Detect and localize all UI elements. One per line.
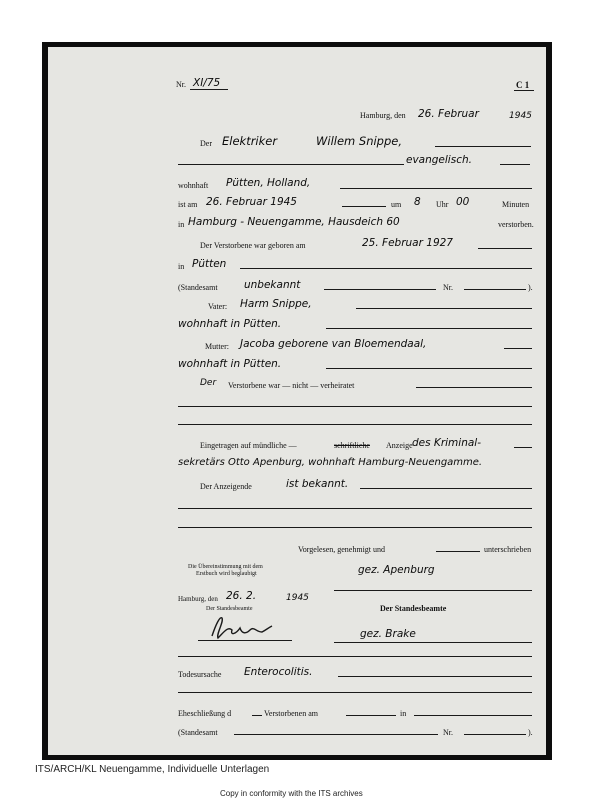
registry-line [324, 289, 436, 290]
cert-place: Hamburg, den [178, 595, 218, 603]
blank-line [178, 164, 404, 165]
applicant-signature: gez. Apenburg [358, 564, 435, 576]
cert-year: 1945 [286, 593, 309, 603]
occupation: Elektriker [222, 134, 278, 148]
marriage-registry-line [234, 734, 438, 735]
register-number: XI/75 [193, 77, 221, 89]
name-line [435, 146, 531, 147]
mother-res-line [326, 368, 532, 369]
father-res-line [326, 328, 532, 329]
code-underline [514, 90, 534, 91]
unterschrieben-label: unterschrieben [484, 545, 532, 554]
father-name: Harm Snippe, [240, 298, 312, 310]
archive-caption: ITS/ARCH/KL Neuengamme, Individuelle Unterlagen [35, 764, 270, 775]
birth-in-label: in [178, 262, 185, 271]
birth-nr-line [464, 289, 526, 290]
cause-of-death: Enterocolitis. [244, 666, 313, 678]
verstorben-label: verstorben. [498, 220, 534, 229]
religion-line [500, 164, 530, 165]
struck-option: schriftliche [334, 441, 370, 450]
marriage-standesamt-label: (Standesamt [178, 728, 218, 737]
anzeige-label: Anzeige [386, 441, 413, 450]
father-line [356, 308, 532, 309]
uhr-label: Uhr [436, 200, 449, 209]
mother-name: Jacoba geborene van Bloemendaal, [240, 338, 427, 350]
birth-prefix: Der Verstorbene war geboren am [200, 241, 306, 250]
official-line [334, 642, 532, 643]
der-label: Der [200, 139, 212, 148]
birth-close: ). [528, 283, 533, 292]
standesbeamte-small: Der Standesbeamte [206, 606, 253, 612]
marriage-close: ). [528, 728, 533, 737]
informant-title: des Kriminal- [412, 437, 481, 449]
death-hour: 8 [414, 196, 421, 208]
birth-place-line [240, 268, 532, 269]
birth-registry: unbekannt [244, 279, 301, 291]
nr-label: Nr. [176, 80, 186, 89]
religion: evangelisch. [406, 154, 472, 166]
mother-residence: wohnhaft in Pütten. [178, 358, 282, 370]
applicant-line [334, 590, 532, 591]
conformity-note-1: Die Übereinstimmung mit dem [188, 564, 263, 570]
place-label: Hamburg, den [360, 111, 406, 120]
wohnhaft-label: wohnhaft [178, 181, 209, 190]
birth-place: Pütten [192, 258, 227, 270]
mutter-label: Mutter: [205, 342, 229, 351]
standesbeamte-label: Der Standesbeamte [380, 604, 447, 613]
ist-am-label: ist am [178, 200, 198, 209]
blank-line-4 [178, 508, 532, 509]
birth-nr-label: Nr. [443, 283, 453, 292]
nr-underline [190, 89, 228, 90]
record-year: 1945 [509, 111, 532, 121]
informant-line [360, 488, 532, 489]
marriage-nr-label: Nr. [443, 728, 453, 737]
cause-label: Todesursache [178, 670, 222, 679]
informant-known: ist bekannt. [286, 478, 349, 490]
record-date: 26. Februar [418, 108, 479, 120]
residence: Pütten, Holland, [226, 177, 311, 189]
informant-details: sekretärs Otto Apenburg, wohnhaft Hamburg-Neuengamme. [178, 457, 483, 468]
standesamt-label: (Standesamt [178, 283, 218, 292]
marriage-nr-line [464, 734, 526, 735]
blank-line-2 [178, 406, 532, 407]
date-line [342, 206, 386, 207]
marital-der: Der [200, 378, 217, 388]
vater-label: Vater: [208, 302, 228, 311]
death-place: Hamburg - Neuengamme, Hausdeich 60 [188, 216, 400, 228]
blank-line-5 [178, 527, 532, 528]
handwritten-signature [206, 612, 276, 642]
anzeigende-label: Der Anzeigende [200, 482, 252, 491]
conformity-note-2: Erstbuch wird beglaubigt [196, 571, 257, 577]
mother-line [504, 348, 532, 349]
marriage-date-line [346, 715, 396, 716]
marriage-place-line [414, 715, 532, 716]
conformity-caption: Copy in conformity with the ITS archives [220, 789, 363, 798]
registration-prefix: Eingetragen auf mündliche — [200, 441, 297, 450]
minuten-label: Minuten [502, 200, 530, 209]
in-label: in [178, 220, 185, 229]
cause-top-line [178, 656, 532, 657]
birth-date-line [478, 248, 532, 249]
marital-line [416, 387, 532, 388]
birth-date: 25. Februar 1927 [362, 237, 453, 249]
cause-line [338, 676, 532, 677]
signature-line [198, 640, 292, 641]
official-signature: gez. Brake [360, 628, 416, 640]
vorgelesen-line [436, 551, 480, 552]
form-code: C 1 [516, 80, 530, 90]
marital-status: Verstorbene war — nicht — verheiratet [228, 381, 355, 390]
father-residence: wohnhaft in Pütten. [178, 318, 282, 330]
blank-line-3 [178, 424, 532, 425]
marriage-label: Eheschließung d [178, 709, 232, 718]
um-label: um [391, 200, 402, 209]
cert-date: 26. 2. [226, 590, 257, 602]
marriage-label-2: Verstorbenen am [264, 709, 318, 718]
marriage-in-label: in [400, 709, 407, 718]
cause-bottom-line [178, 692, 532, 693]
residence-line [340, 188, 532, 189]
death-minute: 00 [456, 196, 470, 208]
marriage-dash [252, 715, 262, 716]
death-date: 26. Februar 1945 [206, 196, 297, 208]
vorgelesen-label: Vorgelesen, genehmigt und [298, 545, 386, 554]
decedent-name: Willem Snippe, [316, 134, 403, 148]
reg-line [514, 447, 532, 448]
